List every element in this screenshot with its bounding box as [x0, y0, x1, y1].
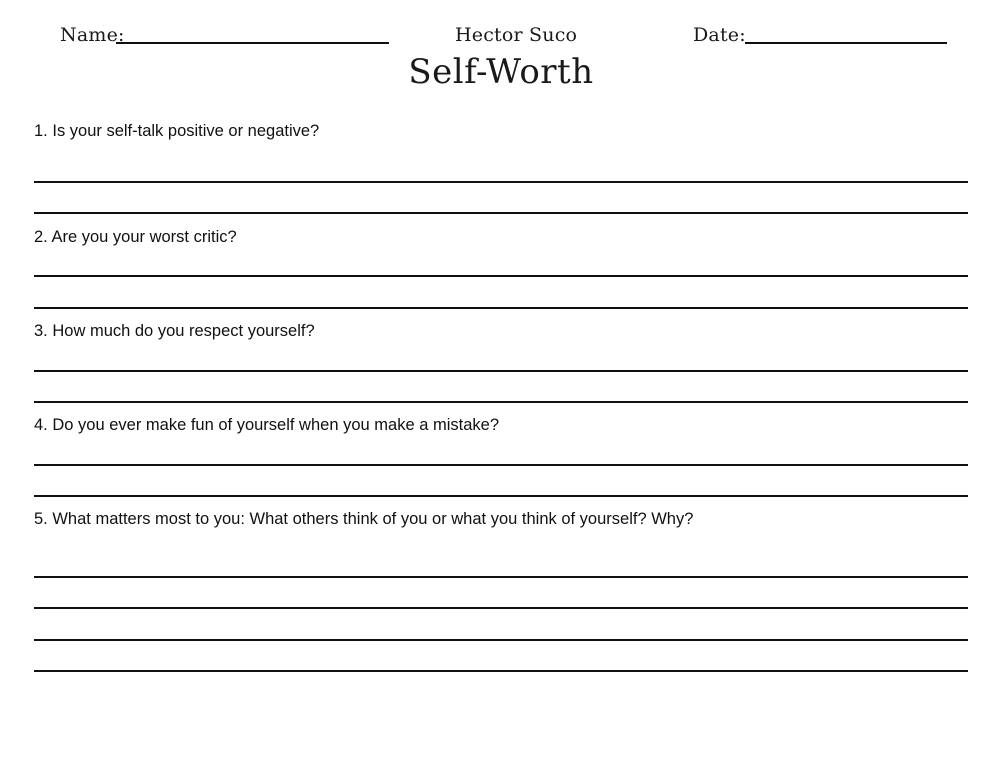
question-1	[34, 122, 319, 141]
answer-line-5c[interactable]	[34, 639, 968, 641]
question-4	[34, 416, 499, 435]
answer-line-2b[interactable]	[34, 307, 968, 309]
answer-line-4b[interactable]	[34, 495, 968, 497]
answer-line-1a[interactable]	[34, 181, 968, 183]
question-text: Are you your worst critic?	[51, 228, 237, 246]
question-number: 4.	[34, 416, 48, 434]
question-5	[34, 510, 693, 529]
question-text: How much do you respect yourself?	[52, 322, 315, 340]
question-number: 1.	[34, 122, 48, 140]
answer-line-5d[interactable]	[34, 670, 968, 672]
answer-line-3b[interactable]	[34, 401, 968, 403]
date-blank[interactable]	[745, 42, 947, 44]
answer-line-4a[interactable]	[34, 464, 968, 466]
question-number: 3.	[34, 322, 48, 340]
question-text: What matters most to you: What others think of you or what you think of yourself? Why?	[52, 510, 694, 528]
question-number: 5.	[34, 510, 48, 528]
teacher-name: Hector Suco	[455, 24, 578, 46]
date-label: Date:	[693, 24, 746, 46]
question-number: 2.	[34, 228, 48, 246]
answer-line-5b[interactable]	[34, 607, 968, 609]
worksheet-title: Self-Worth	[408, 52, 594, 92]
answer-line-3a[interactable]	[34, 370, 968, 372]
answer-line-2a[interactable]	[34, 275, 968, 277]
question-2	[34, 228, 237, 247]
question-text: Is your self-talk positive or negative?	[52, 122, 320, 140]
question-text: Do you ever make fun of yourself when you make a mistake?	[52, 416, 499, 434]
answer-line-1b[interactable]	[34, 212, 968, 214]
name-blank[interactable]	[116, 42, 389, 44]
answer-line-5a[interactable]	[34, 576, 968, 578]
question-3	[34, 322, 315, 341]
name-label: Name:	[60, 24, 125, 46]
